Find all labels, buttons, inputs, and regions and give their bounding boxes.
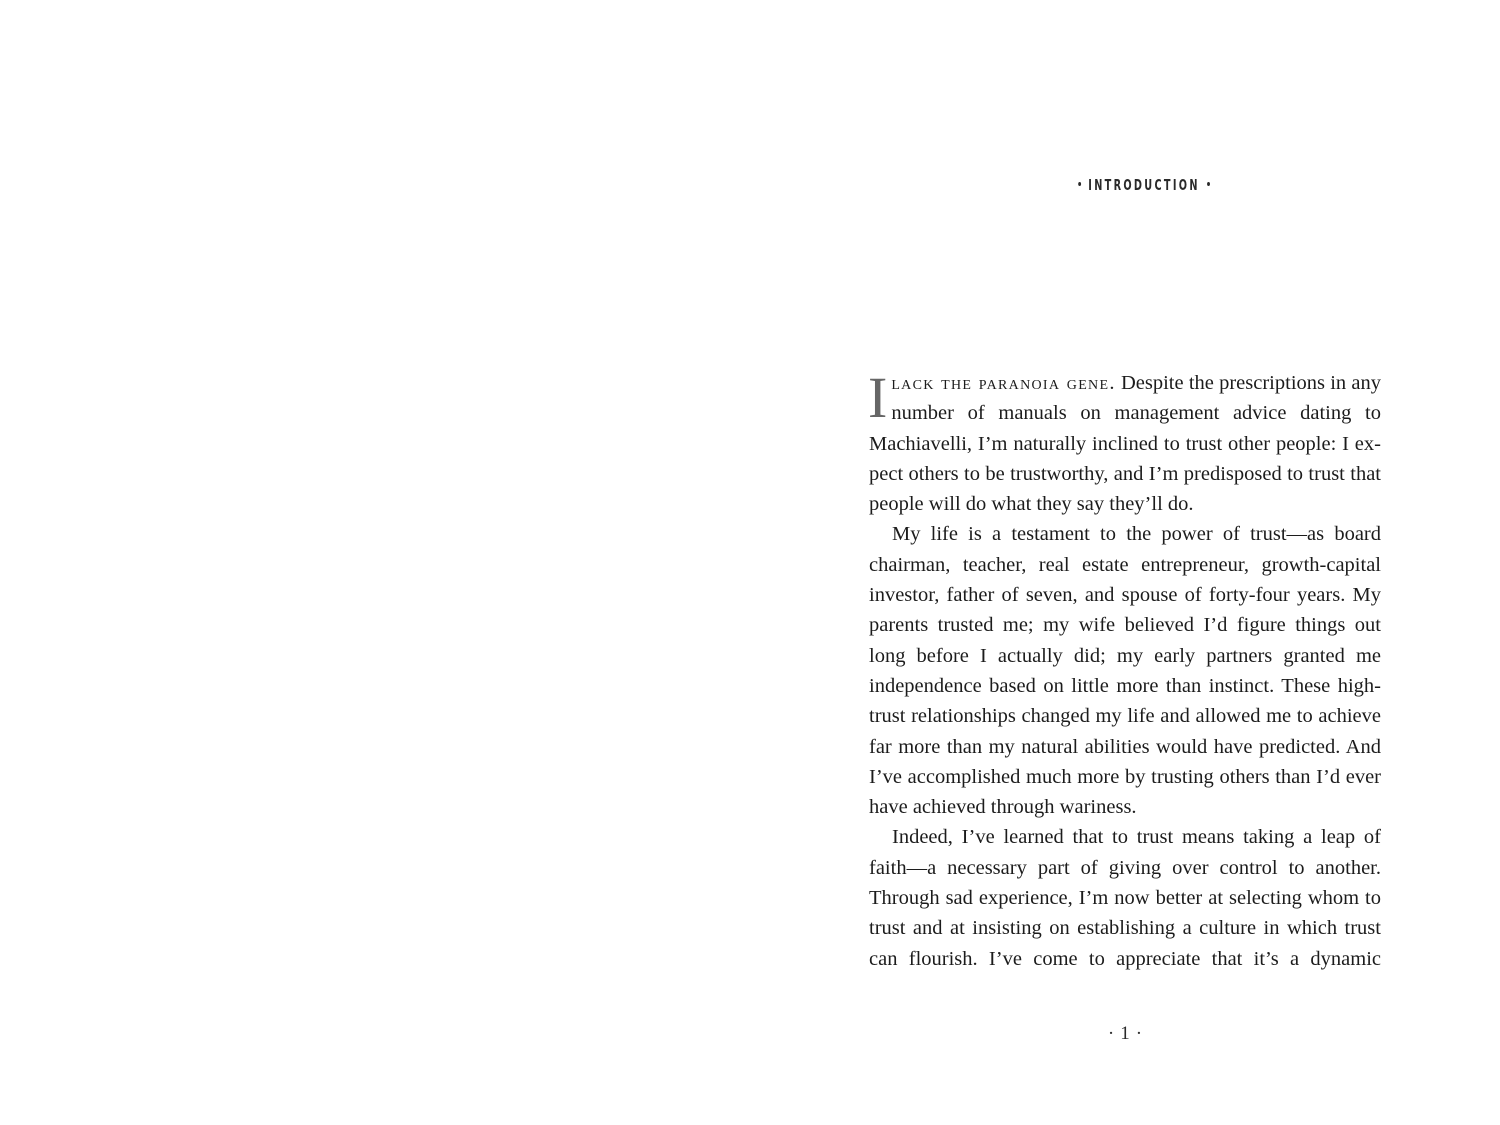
drop-cap: I xyxy=(868,365,888,430)
folio-dot-icon: · xyxy=(1107,1023,1115,1044)
running-head-text: INTRODUCTION xyxy=(1088,176,1200,194)
folio-dot-icon: · xyxy=(1135,1023,1143,1044)
paragraph-1-text: Despite the prescriptions in any number of manuals on management advice dating to Machiavelli, I’m naturally inclined to trust other people: I expect others to be trustworthy, and I’m predisposed to trust that people will do what they say they’ll do. xyxy=(869,372,1381,516)
bullet-dot-icon xyxy=(1078,182,1081,186)
page-number-value: 1 xyxy=(1120,1023,1130,1044)
lead-in-small-caps: lack the paranoia gene. xyxy=(891,372,1116,394)
body-text xyxy=(868,365,1381,974)
paragraph-1 xyxy=(868,365,1381,519)
page-number xyxy=(1050,1023,1200,1045)
paragraph-2: My life is a testament to the power of trust—as board chairman, teacher, real estate entrepreneur, growth-capital investor, father of seven, and spouse of forty-four years. My parents trusted me; my wife believed I’d figure things out long before I actually did; my early partners granted me independence based on little more than instinct. These high-trust relationships changed my life and allowed me to achieve far more than my natural abilities would have predicted. And I’ve accomplished much more by trusting others than I’d ever have achieved through wariness. xyxy=(869,523,1381,819)
running-head xyxy=(1071,176,1200,194)
bullet-dot-icon xyxy=(1207,182,1210,186)
right-page xyxy=(750,0,1500,1125)
paragraph-3: Indeed, I’ve learned that to trust means taking a leap of faith—a necessary part of giving over control to another. Through sad experience, I’m now better at selecting whom to trust and at insisting on establishing a culture in which trust can flourish. I’ve come to appreciate that it’s a dynamic xyxy=(869,826,1381,970)
